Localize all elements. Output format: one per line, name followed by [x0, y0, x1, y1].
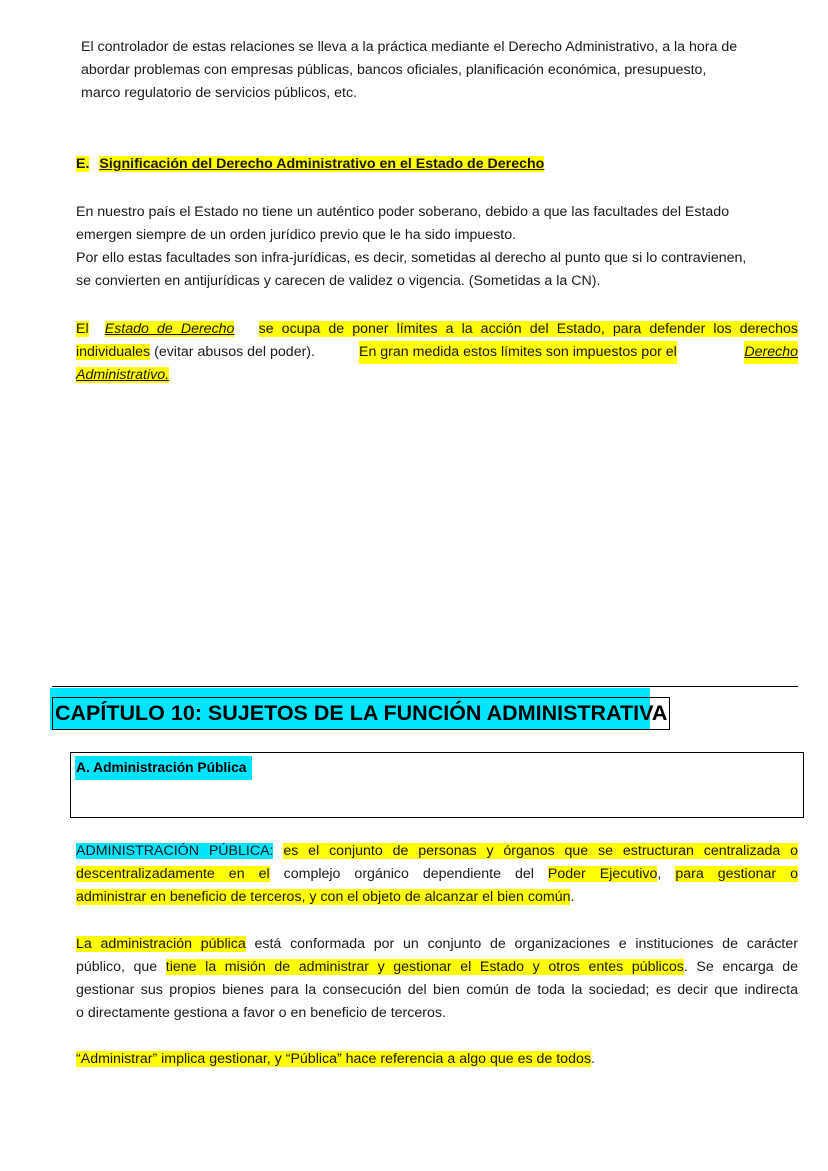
admin-label: ADMINISTRACIÓN PÚBLICA: — [76, 843, 274, 859]
admin-p2-line-3: gestionar sus propios bienes para la consecución del bien común de toda la sociedad; es decir que indirecta — [76, 982, 798, 998]
p2-rest-1: se ocupa de poner límites a la acción del Estado, para defender los derechos — [258, 321, 798, 337]
admin-def-line-2 — [76, 863, 798, 886]
section-e-letter: E. — [76, 156, 90, 172]
admin-p2-d: tiene la misión de administrar y gestionar el Estado y otros entes públicos — [165, 959, 684, 975]
section-e-p2-line-1 — [76, 318, 798, 341]
subsection-title: A. Administración Pública — [75, 756, 252, 780]
intro-line-2: abordar problemas con empresas públicas, bancos oficiales, planificación económica, presupuesto, — [81, 62, 707, 78]
admin-def-para: para gestionar o — [675, 866, 798, 882]
admin-p2-line-4: o directamente gestiona a favor o en beneficio de terceros. — [76, 1005, 446, 1021]
chapter-title: CAPÍTULO 10: SUJETOS DE LA FUNCIÓN ADMINISTRATIVA — [52, 697, 670, 730]
section-e-p1-line-4: se convierten en antijurídicas y carecen de validez o vigencia. (Sometidas a la CN). — [76, 273, 601, 289]
section-e-p2-line-3 — [76, 364, 798, 387]
intro-paragraph — [81, 36, 801, 105]
admin-definition-paragraph — [76, 840, 798, 909]
admin-p2-e: . Se encarga de — [683, 959, 799, 975]
admin-def-dot: . — [570, 889, 575, 905]
poder-ejecutivo-term: Poder Ejecutivo — [547, 866, 658, 882]
section-e-p1-line-1: En nuestro país el Estado no tiene un auténtico poder soberano, debido a que las facultades del Estado — [76, 204, 730, 220]
estado-de-derecho-term: Estado de Derecho — [104, 321, 235, 337]
section-e-p1-line-3: Por ello estas facultades son infra-jurídicas, es decir, sometidas al derecho al punto que si lo contravienen, — [76, 250, 747, 266]
admin-p2-line-2 — [76, 956, 798, 979]
admin-def-comma: , — [657, 866, 662, 882]
p2-derecho-term: Derecho — [744, 341, 798, 364]
admin-paragraph-2 — [76, 933, 798, 1025]
p2-individuales: individuales — [76, 344, 151, 360]
admin-def-a: es el conjunto de personas y órganos que se estructuran centralizada o — [283, 843, 798, 859]
admin-paragraph-3 — [76, 1048, 798, 1071]
admin-def-c: complejo orgánico dependiente del — [283, 866, 534, 882]
admin-def-line-1 — [76, 840, 798, 863]
section-e-paragraph-1 — [76, 201, 802, 293]
admin-p2-b: está conformada por un conjunto de organizaciones e instituciones de carácter — [254, 936, 798, 952]
p2-evitar: (evitar abusos del poder). — [154, 344, 315, 360]
section-e-heading — [76, 153, 776, 176]
p2-gran-medida: En gran medida estos límites son impuestos por el — [359, 341, 677, 364]
admin-p3-dot: . — [590, 1051, 595, 1067]
admin-p2-line-1 — [76, 933, 798, 956]
section-e-p2-line-2 — [76, 341, 798, 364]
p2-administrativo-term: Administrativo. — [76, 367, 170, 383]
admin-def-b: descentralizadamente en el — [76, 866, 270, 882]
admin-p2-a: La administración pública — [76, 936, 246, 952]
admin-def-d: administrar en beneficio de terceros, y con el objeto de alcanzar el bien común — [76, 889, 571, 905]
p2-el: El — [76, 321, 89, 337]
intro-line-3: marco regulatorio de servicios públicos, etc. — [81, 85, 357, 101]
subsection-box — [70, 752, 804, 818]
admin-def-line-3 — [76, 886, 798, 909]
section-e-paragraph-2 — [76, 318, 798, 387]
section-e-p1-line-2: emergen siempre de un orden jurídico previo que le ha sido impuesto. — [76, 227, 517, 243]
admin-p2-c: público, que — [76, 959, 158, 975]
chapter-rule — [52, 686, 798, 687]
section-e-title: Significación del Derecho Administrativo en el Estado de Derecho — [99, 156, 545, 172]
admin-p3-text: “Administrar” implica gestionar, y “Pública” hace referencia a algo que es de todos — [76, 1051, 591, 1067]
intro-line-1: El controlador de estas relaciones se lleva a la práctica mediante el Derecho Administrativo, a la hora de — [81, 39, 738, 55]
